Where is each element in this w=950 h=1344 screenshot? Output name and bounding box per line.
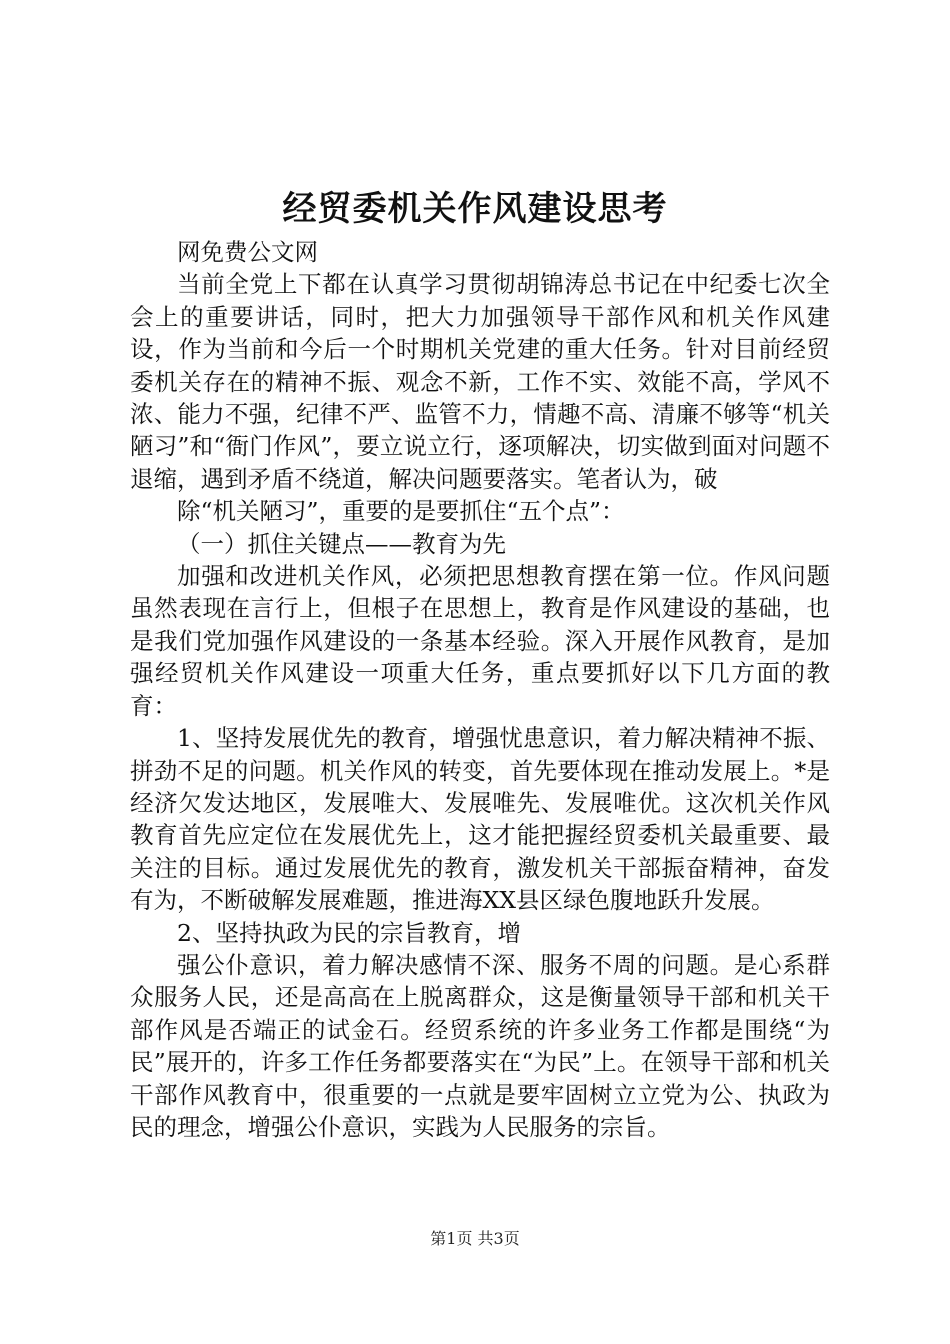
document-title: 经贸委机关作风建设思考 [282, 189, 668, 229]
paragraph-item-one: 1、坚持发展优先的教育，增强忧患意识，着力解决精神不振、拼劲不足的问题。机关作风的转变，首先要体现在推动发展上。*是经济欠发达地区，发展唯大、发展唯先、发展唯优。这次机关作风教育首先应定位在发展优先上，这才能把握经贸委机关最重要、最关注的目标。通过发展优先的教育，激发机关干部振奋精神，奋发有为，不断破解发展难题，推进海XX县区绿色腹地跃升发展。 [130, 724, 830, 915]
document-body [130, 236, 830, 1143]
section-heading-one: （一）抓住关键点——教育为先 [177, 529, 506, 558]
paragraph-item-two-body: 强公仆意识，着力解决感情不深、服务不周的问题。是心系群众服务人民，还是高高在上脱离群众，这是衡量领导干部和机关干部作风是否端正的试金石。经贸系统的许多业务工作都是围绕“为民”展开的，许多工作任务都要落实在“为民”上。在领导干部和机关干部作风教育中，很重要的一点就是要牢固树立立党为公、执政为民的理念，增强公仆意识，实践为人民服务的宗旨。 [130, 950, 830, 1141]
paragraph-source: 网免费公文网 [177, 238, 318, 266]
paragraph-item-two-start: 2、坚持执政为民的宗旨教育，增 [177, 918, 521, 947]
paragraph-five-points: 除“机关陋习”，重要的是要抓住“五个点”： [177, 497, 625, 526]
paragraph-intro: 当前全党上下都在认真学习贯彻胡锦涛总书记在中纪委七次全会上的重要讲话，同时，把大力加强领导干部作风和机关作风建设，作为当前和今后一个时期机关党建的重大任务。针对目前经贸委机关存在的精神不振、观念不新，工作不实、效能不高，学风不浓、能力不强，纪律不严、监管不力，情趣不高、清廉不够等“机关陋习”和“衙门作风”，要立说立行，逐项解决，切实做到面对问题不退缩，遇到矛盾不绕道，解决问题要落实。笔者认为，破 [130, 270, 830, 493]
paragraph-education: 加强和改进机关作风，必须把思想教育摆在第一位。作风问题虽然表现在言行上，但根子在思想上，教育是作风建设的基础，也是我们党加强作风建设的一条基本经验。深入开展作风教育，是加强经贸机关作风建设一项重大任务，重点要抓好以下几方面的教育： [130, 562, 830, 720]
page-footer: 第1页 共3页 [430, 1229, 520, 1248]
